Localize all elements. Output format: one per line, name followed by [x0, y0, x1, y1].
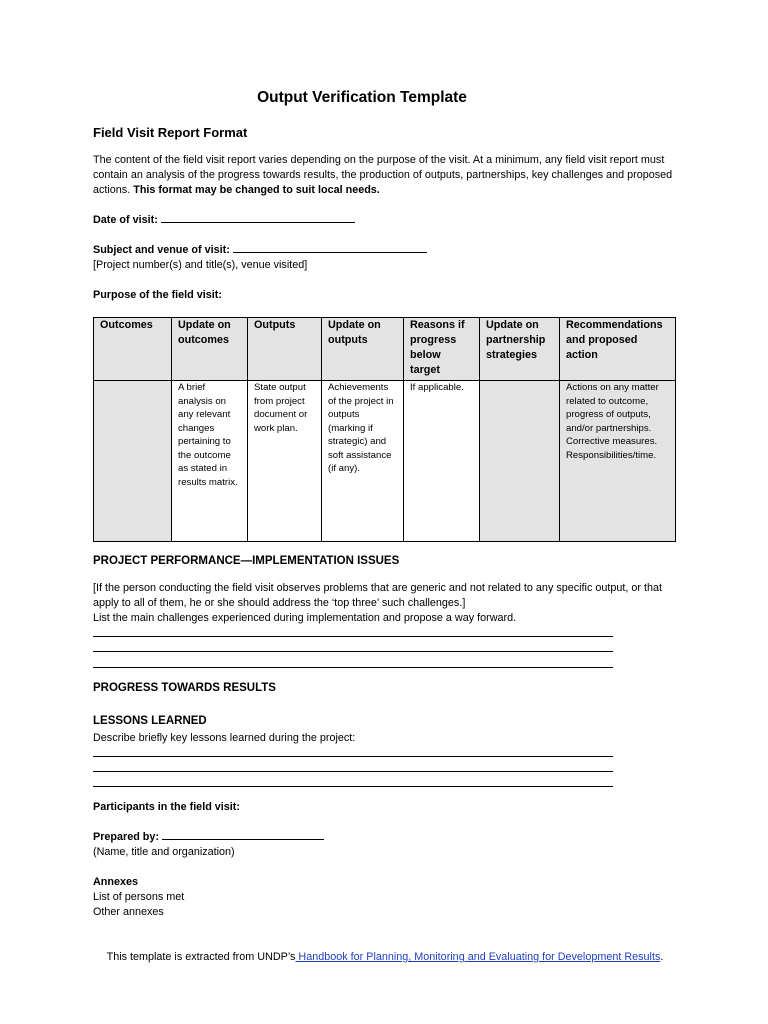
intro-text: The content of the field visit report varies depending on the purpose of the visit. At a minimum, any field visit report must contain an analysis of the progress towards results, the production of outputs, partnerships, key challenges and proposed actions.: [93, 154, 673, 196]
date-label: Date of visit:: [93, 214, 158, 226]
lessons-line-3[interactable]: [93, 786, 613, 787]
lessons-heading: LESSONS LEARNED: [93, 715, 207, 727]
lessons-line-2[interactable]: [93, 771, 613, 772]
intro-paragraph: [93, 153, 683, 198]
date-of-visit-field[interactable]: [93, 213, 683, 228]
subject-venue-field[interactable]: [93, 243, 683, 258]
progress-heading: PROGRESS TOWARDS RESULTS: [93, 682, 276, 694]
annex-item: Other annexes: [93, 906, 164, 918]
table-cell-outputs[interactable]: State output from project document or work plan.: [248, 381, 322, 542]
participants-label: Participants in the field visit:: [93, 801, 240, 813]
footer-note: [60, 950, 710, 965]
header-cell: Update on outcomes: [172, 318, 248, 381]
header-cell: Outputs: [248, 318, 322, 381]
purpose-label: Purpose of the field visit:: [93, 289, 222, 301]
footer-suffix: .: [660, 951, 664, 963]
header-cell: Reasons if progress below target: [404, 318, 480, 381]
section-subtitle: Field Visit Report Format: [93, 125, 248, 140]
subject-blank-line[interactable]: [233, 243, 427, 253]
performance-text: [If the person conducting the field visit observes problems that are generic and not related to any specific output, or that apply to all of them, he or she should address the ‘top three’ such challenges.]: [93, 582, 662, 609]
intro-bold-text: This format may be changed to suit local needs.: [133, 184, 380, 196]
table-cell-outcomes[interactable]: [94, 381, 172, 542]
header-cell: Recommendations and proposed action: [560, 318, 676, 381]
lessons-line-1[interactable]: [93, 756, 613, 757]
header-cell: Update on outputs: [322, 318, 404, 381]
footer-prefix: This template is extracted from UNDP’s: [106, 951, 296, 963]
table-row: [94, 381, 676, 542]
challenges-line-1[interactable]: [93, 636, 613, 637]
prepared-by-field[interactable]: [93, 830, 683, 845]
header-cell: Update on partnership strategies: [480, 318, 560, 381]
prepared-hint: (Name, title and organization): [93, 846, 235, 858]
performance-instruction: List the main challenges experienced during implementation and propose a way forward.: [93, 612, 517, 624]
handbook-link[interactable]: Handbook for Planning, Monitoring and Evaluating for Development Results: [295, 951, 661, 963]
table-cell-partnership[interactable]: [480, 381, 560, 542]
performance-heading: PROJECT PERFORMANCE—IMPLEMENTATION ISSUES: [93, 555, 400, 567]
page-title: Output Verification Template: [257, 89, 467, 106]
header-cell: Outcomes: [94, 318, 172, 381]
prepared-label: Prepared by:: [93, 831, 160, 843]
table-cell-reasons[interactable]: If applicable.: [404, 381, 480, 542]
challenges-line-3[interactable]: [93, 667, 613, 668]
subject-hint: [Project number(s) and title(s), venue visited]: [93, 259, 308, 271]
subject-label: Subject and venue of visit:: [93, 244, 230, 256]
table-cell-update-outcomes[interactable]: A brief analysis on any relevant changes pertaining to the outcome as stated in results matrix.: [172, 381, 248, 542]
annex-item: List of persons met: [93, 891, 185, 903]
table-header-row: [94, 318, 676, 381]
table-cell-recommendations[interactable]: Actions on any matter related to outcome, progress of outputs, and/or partnerships. Corrective measures. Responsibilities/time.: [560, 381, 676, 542]
prepared-blank-line[interactable]: [162, 830, 324, 840]
table-cell-update-outputs[interactable]: Achievements of the project in outputs (marking if strategic) and soft assistance (if any).: [322, 381, 404, 542]
lessons-text: Describe briefly key lessons learned during the project:: [93, 732, 356, 744]
annexes-label: Annexes: [93, 876, 139, 888]
challenges-line-2[interactable]: [93, 651, 613, 652]
date-blank-line[interactable]: [161, 213, 355, 223]
field-visit-table: [93, 317, 676, 542]
